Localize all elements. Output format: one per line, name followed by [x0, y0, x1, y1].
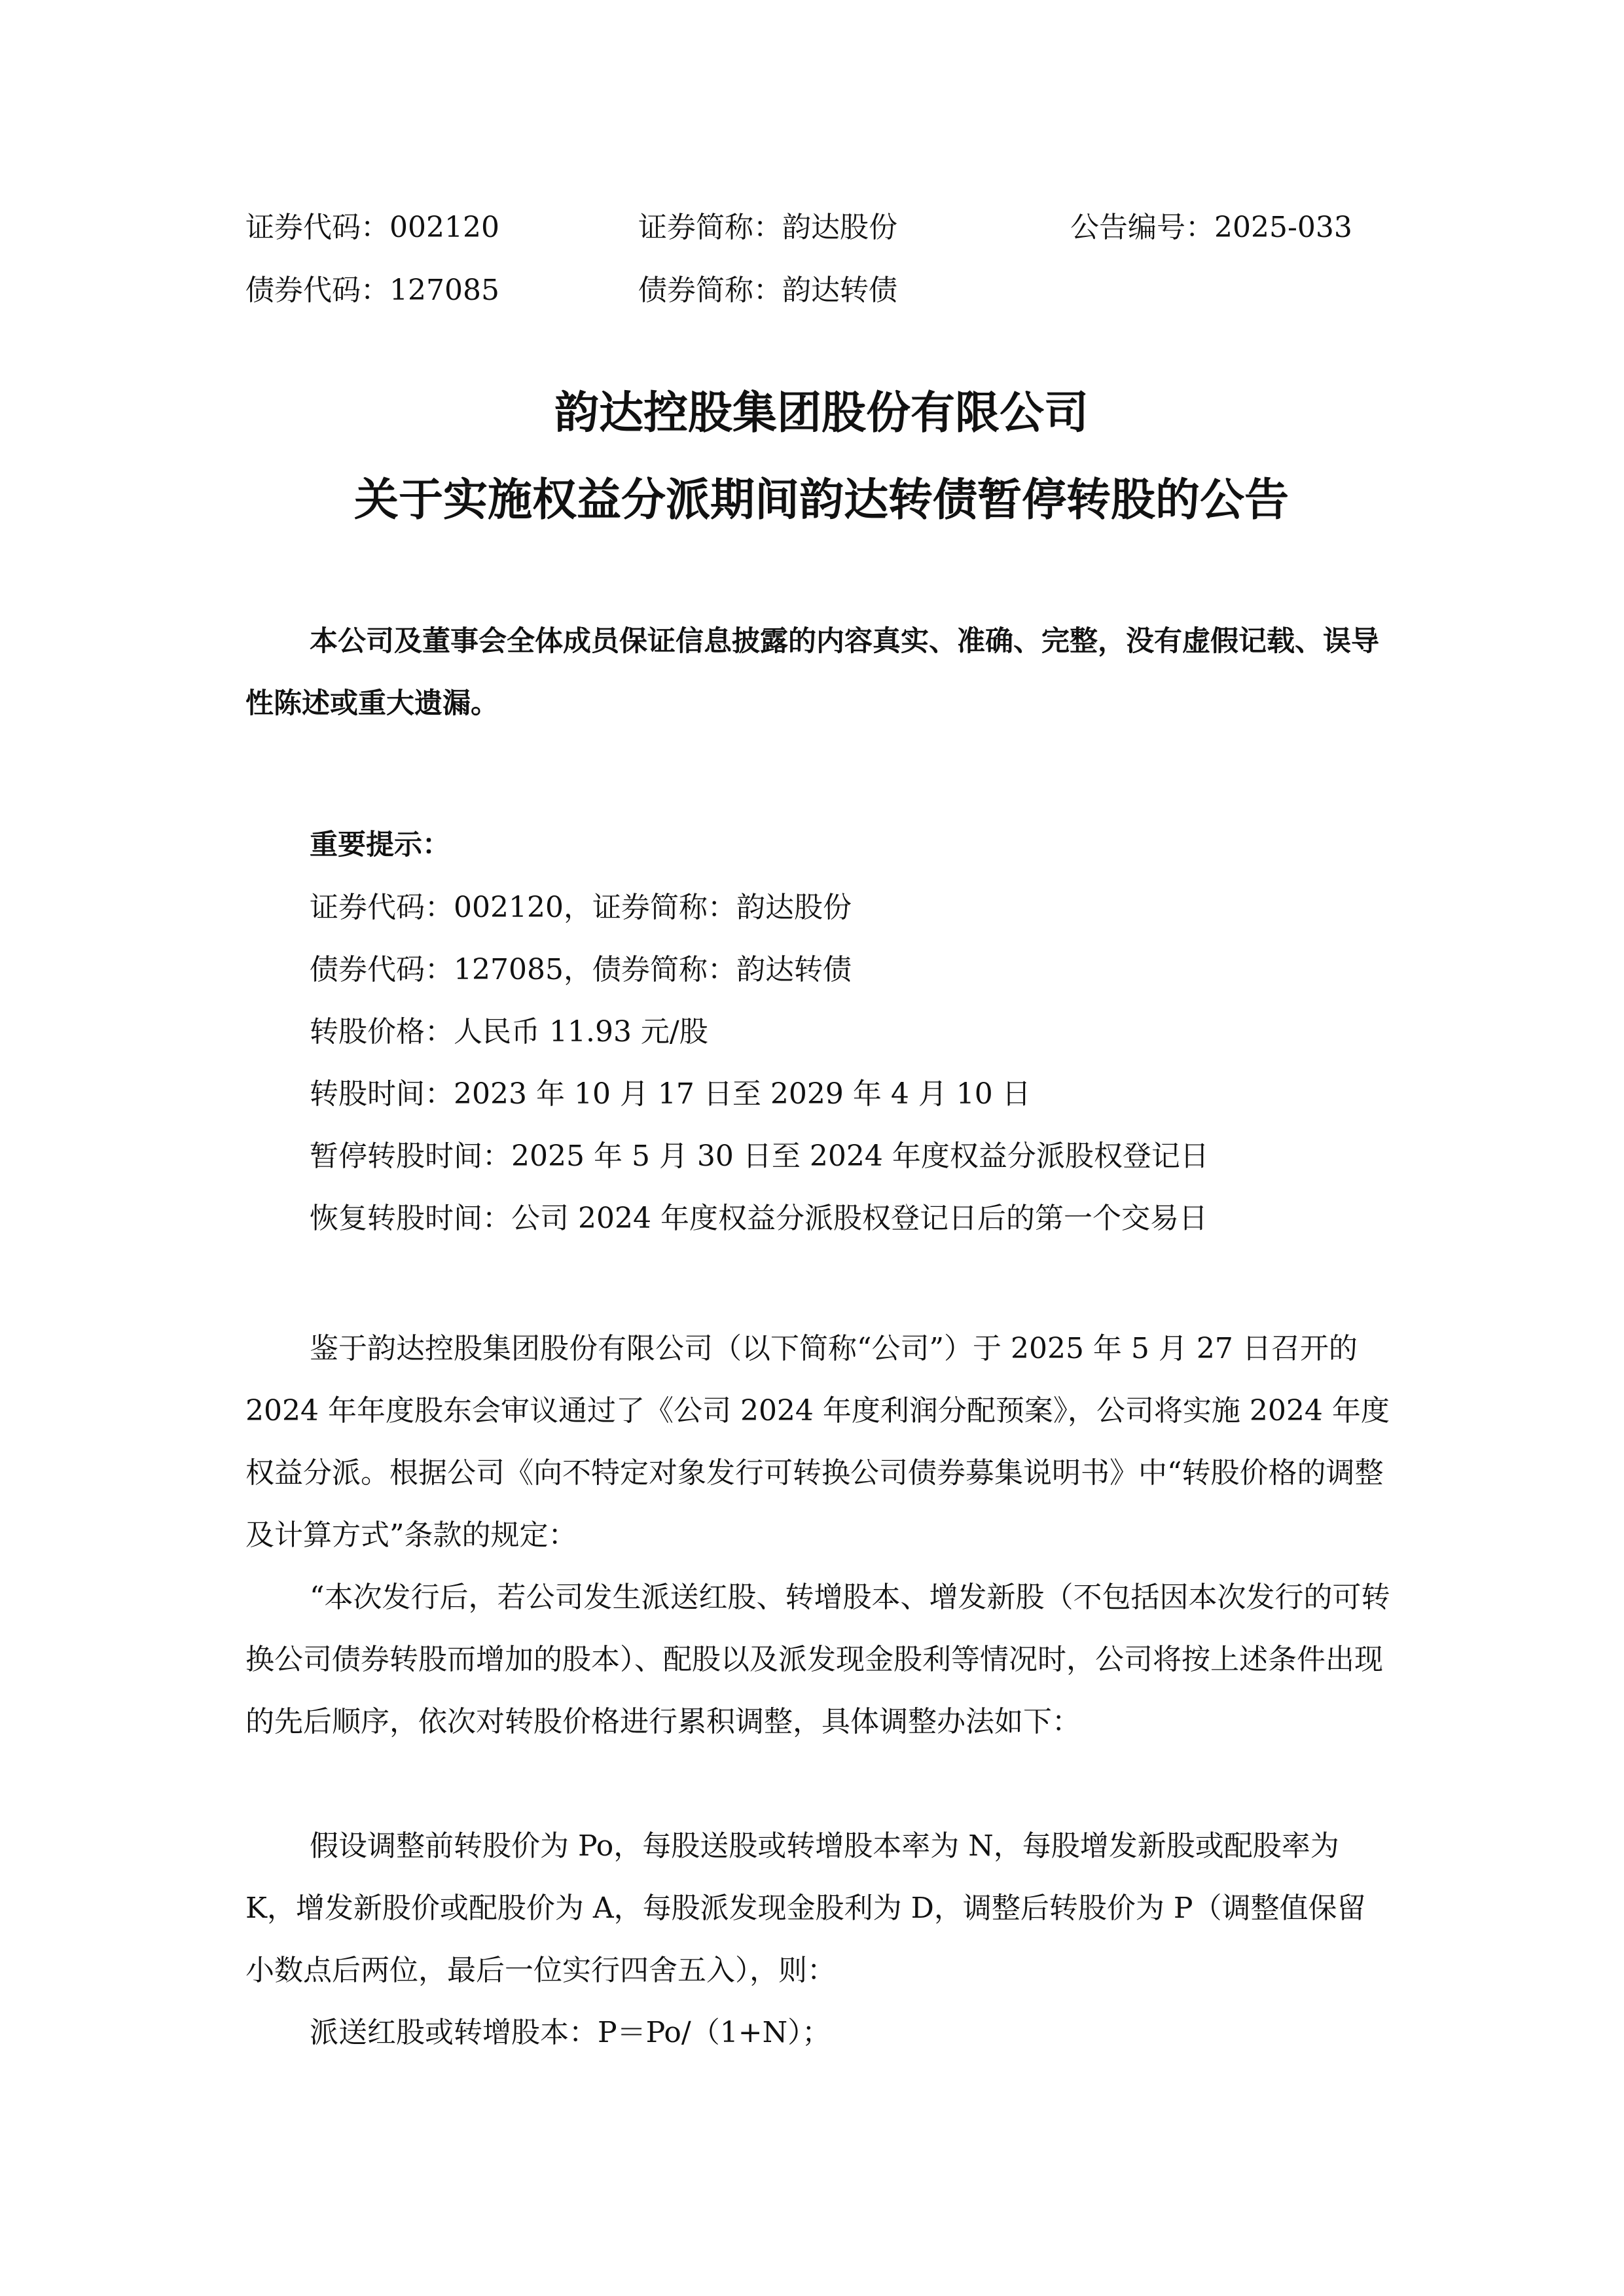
tip-item: 暂停转股时间：2025 年 5 月 30 日至 2024 年度权益分派股权登记日	[310, 1139, 1209, 1173]
title-company: 韵达控股集团股份有限公司	[554, 387, 1089, 439]
body-paragraph-1: 鉴于韵达控股集团股份有限公司（以下简称“公司”）于 2025 年 5 月 27 日召开的 2024 年年度股东会审议通过了《公司 2024 年度利润分配预案》，公司将实施 2024 年度权益分派。根据公司《向不特定对象发行可转换公司债券募集说明书》中“转股价格的调整及计算方式”条款的规定：	[245, 1332, 1390, 1552]
title-subject: 关于实施权益分派期间韵达转债暂停转股的公告	[353, 475, 1289, 526]
tip-item: 债券代码：127085，债券简称：韵达转债	[310, 953, 852, 986]
tips-heading: 重要提示：	[310, 829, 450, 861]
notice-number: 公告编号：2025-033	[1070, 211, 1352, 244]
body-paragraph-2: “本次发行后，若公司发生派送红股、转增股本、增发新股（不包括因本次发行的可转换公司债券转股而增加的股本）、配股以及派发现金股利等情况时，公司将按上述条件出现的先后顺序，依次对转股价格进行累积调整，具体调整办法如下：	[245, 1581, 1390, 1738]
header-row-bonds	[245, 264, 1398, 317]
tip-item: 恢复转股时间：公司 2024 年度权益分派股权登记日后的第一个交易日	[310, 1202, 1208, 1235]
body-paragraph-3: 假设调整前转股价为 Po，每股送股或转增股本率为 N，每股增发新股或配股率为 K，增发新股价或配股价为 A，每股派发现金股利为 D，调整后转股价为 P（调整值保留小数点后两位，最后一位实行四舍五入），则：	[245, 1829, 1366, 1987]
stock-name: 证券简称：韵达股份	[638, 211, 897, 244]
board-statement: 本公司及董事会全体成员保证信息披露的内容真实、准确、完整，没有虚假记载、误导性陈述或重大遗漏。	[245, 625, 1379, 720]
tip-item: 转股价格：人民币 11.93 元/股	[310, 1015, 708, 1049]
body-paragraph-4: 派送红股或转增股本：P＝Po/（1+N）；	[310, 2016, 831, 2049]
tip-item: 转股时间：2023 年 10 月 17 日至 2029 年 4 月 10 日	[310, 1077, 1031, 1111]
important-tips	[310, 814, 1396, 1249]
bond-name: 债券简称：韵达转债	[638, 274, 897, 307]
header-row-securities	[245, 202, 1398, 254]
bond-code: 债券代码：127085	[245, 274, 499, 307]
stock-code: 证券代码：002120	[245, 211, 499, 244]
tip-item: 证券代码：002120，证券简称：韵达股份	[310, 891, 852, 924]
